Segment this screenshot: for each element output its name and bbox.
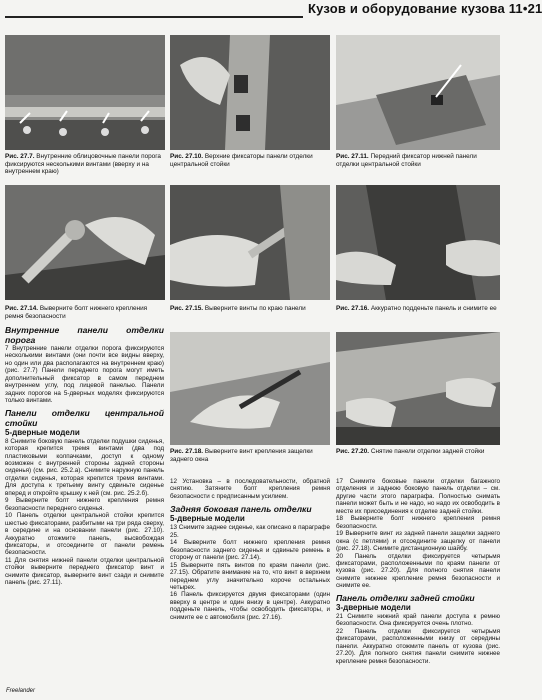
subheading-3-door: 3-дверные модели bbox=[336, 602, 411, 612]
paragraph-19: 19 Выверните винт из задней панели защелки заднего окна (с петлями) и отсоедините защелку от панели (рис. 27.18). Снимите дистанционную шайбу. bbox=[336, 530, 500, 553]
body-column-2 bbox=[170, 478, 330, 621]
paragraph-12: 12 Установка – в последовательности, обратной снятию. Затяните болт крепления ремня безопасности с предписанным усилием. bbox=[170, 478, 330, 500]
photo-fig-27-15 bbox=[170, 185, 330, 300]
paragraph-21: 21 Снимите нижний край панели доступа к ремню безопасности. Она фиксируется очень плотно. bbox=[336, 612, 500, 628]
caption-fig-27-15: Рис. 27.15. Выверните винты по краю панели bbox=[170, 305, 306, 312]
body-column-3 bbox=[336, 478, 500, 665]
caption-fig-27-7: Рис. 27.7. Внутренние облицовочные панели порога фиксируются несколькими винтами (вверху и на внутреннем краю) bbox=[5, 153, 161, 176]
paragraph-15: 15 Выверните пять винтов по краям панели (рис. 27.15). Обратите внимание на то, что винт в верхнем переднем углу значительно короче остальных четырех. bbox=[170, 561, 330, 591]
page-header bbox=[0, 0, 542, 20]
photo-fig-27-18 bbox=[170, 332, 330, 445]
body-column-1 bbox=[5, 325, 164, 587]
caption-fig-27-20: Рис. 27.20. Снятие панели отделки задней стойки bbox=[336, 448, 485, 455]
subheading-5-door-2: 5-дверные модели bbox=[170, 514, 245, 524]
photo-fig-27-10 bbox=[170, 35, 330, 150]
header-rule bbox=[5, 16, 303, 18]
paragraph-13: 13 Снимите заднее сиденье, как описано в параграфе 25. bbox=[170, 524, 330, 539]
caption-fig-27-11: Рис. 27.11. Передний фиксатор нижней панели отделки центральной стойки bbox=[336, 153, 477, 168]
page-footer: Freelander bbox=[6, 688, 36, 694]
paragraph-18: 18 Выверните болт нижнего крепления ремня безопасности. bbox=[336, 515, 500, 530]
paragraph-11: 11 Для снятия нижней панели отделки центральной стойки выверните переднего фиксатор винт и снимите фиксатор, выверните винт сзади и снимите панель (рис. 27.11). bbox=[5, 556, 164, 587]
paragraph-20: 20 Панель отделки фиксируется четырьмя фиксаторами, расположенными по краям панели от кузова (рис. 27.20). Для полного снятия панели снимите нижнее крепление ремня безопасности и снимите ее. bbox=[336, 552, 500, 590]
paragraph-10: 10 Панель отделки центральной стойки крепится шестью фиксаторами, разбитыми на три ряда сверху, в середине и на основании панели (рис. 27.10). Аккуратно отожмите панель, высвобождая фиксаторы, и отсоедините от панели ремень безопасности. bbox=[5, 512, 164, 557]
paragraph-14: 14 Выверните болт нижнего крепления ремня безопасности заднего сиденья и сдвиньте ремень в сторону от панели (рис. 27.14). bbox=[170, 539, 330, 562]
photo-fig-27-11 bbox=[336, 35, 500, 150]
paragraph-22: 22 Панель отделки фиксируется четырьмя фиксаторами, расположенными книзу от середины панели. Аккуратно отожмите панель от кузова (рис. 27.20). Для полного снятия панели снимите нижнее крепление ремня безопасности. bbox=[336, 627, 500, 665]
caption-fig-27-18: Рис. 27.18. Выверните винт крепления защелки заднего окна bbox=[170, 448, 313, 463]
section-heading-rear-pillar: Панель отделки задней стойки bbox=[336, 592, 475, 603]
photo-fig-27-7 bbox=[5, 35, 165, 150]
caption-fig-27-14: Рис. 27.14. Выверните болт нижнего крепления ремня безопасности bbox=[5, 305, 148, 320]
paragraph-9: 9 Выверните болт нижнего крепления ремня безопасности переднего сиденья. bbox=[5, 497, 164, 512]
caption-fig-27-16: Рис. 27.16. Аккуратно подденьте панель и снимите ее bbox=[336, 305, 497, 312]
subheading-5-door: 5-дверные модели bbox=[5, 427, 80, 437]
paragraph-17: 17 Снимите боковые панели отделки багажного отделения и заднюю боковую панель отделки – см. другие части этого параграфа. Полностью снимать панели может быть и не надо, но надо их освободить в месте их присоединения к отделке задней стойки. bbox=[336, 478, 500, 515]
photo-fig-27-14 bbox=[5, 185, 165, 300]
paragraph-16: 16 Панель фиксируется двумя фиксаторами (один вверху в центре и один внизу в центре). Аккуратно подденьте панель, чтобы освободить фиксаторы, и снимите ее с автомобиля (рис. 27.16). bbox=[170, 591, 330, 621]
photo-fig-27-20 bbox=[336, 332, 500, 445]
section-heading-sill-panels: Внутренние панели отделки порога bbox=[5, 325, 164, 345]
paragraph-8: 8 Снимите боковую панель отделки подушки сиденья, которая крепится тремя винтами (два под пластиковыми колпачками, доступ к одному возможен с внутренней стороны задней стороны сиденья) (см. рис. 25.2.а). Снимите наружную панель отделки сиденья, которая крепится тремя винтами. Для доступа к третьему винту сдвиньте сиденье вперед и откройте крышку к ней (см. рис. 25.2.б). bbox=[5, 437, 164, 497]
photo-fig-27-16 bbox=[336, 185, 500, 300]
section-heading-pillar-trim: Панели отделки центральной стойки bbox=[5, 407, 164, 428]
section-heading-rear-side-panel: Задняя боковая панель отделки bbox=[170, 504, 312, 515]
page-title: Кузов и оборудование кузова 11•21 bbox=[308, 1, 542, 16]
caption-fig-27-10: Рис. 27.10. Верхние фиксаторы панели отделки центральной стойки bbox=[170, 153, 313, 168]
paragraph-7: 7 Внутренние панели отделки порога фиксируются несколькими винтами (они почти все видны вверху, но один или два располагаются на внутреннем краю) (рис. 27.7) Панели переднего порога могут иметь дополнительный фиксатор в самом переднем внутреннем углу, под лицевой панелью. Панели задних порогов на 5-дверных моделях фиксируются только винтами. bbox=[5, 345, 164, 405]
